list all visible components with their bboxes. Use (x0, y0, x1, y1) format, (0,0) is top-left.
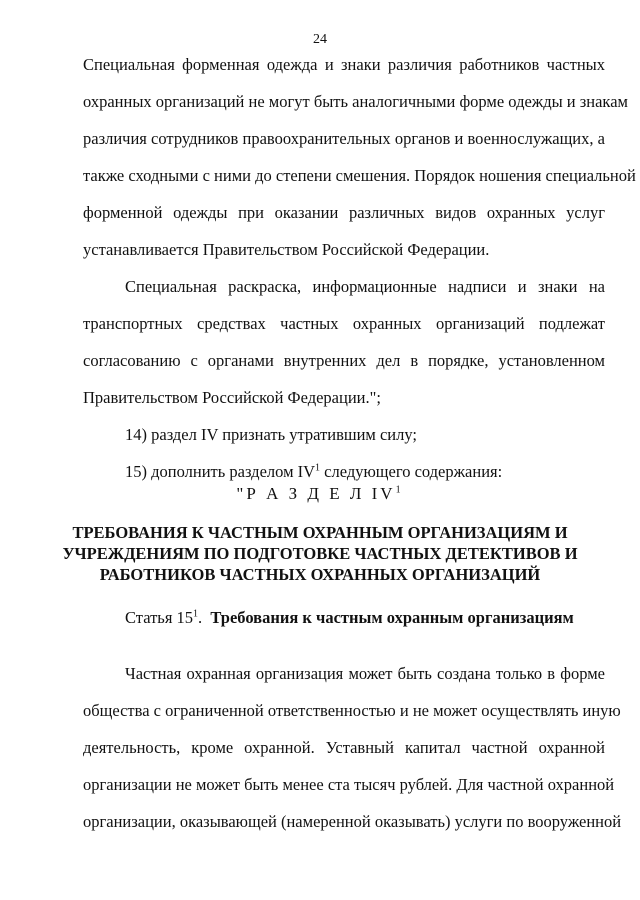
section-superscript: 1 (395, 484, 404, 496)
heading-line-3: РАБОТНИКОВ ЧАСТНЫХ ОХРАННЫХ ОРГАНИЗАЦИЙ (99, 565, 541, 584)
section-heading (60, 522, 580, 585)
para3-line-1: Частная охранная организация может быть создана только в форме (125, 664, 605, 683)
para2-line-2: транспортных средствах частных охранных организаций подлежат (83, 314, 605, 333)
para2-line-4: Правительством Российской Федерации."; (83, 388, 381, 407)
item-15-superscript: 1 (315, 462, 321, 474)
para1-line-1: Специальная форменная одежда и знаки различия работников частных (83, 55, 605, 74)
heading-line-2: УЧРЕЖДЕНИЯМ ПО ПОДГОТОВКЕ ЧАСТНЫХ ДЕТЕКТИВОВ И (62, 544, 578, 563)
article-title: Статья $15^1$. Требования к частным охранным организациям (125, 608, 574, 627)
para2-line-1: Специальная раскраска, информационные надписи и знаки на (125, 277, 605, 296)
para3-line-2: общества с ограниченной ответственностью и не может осуществлять иную (83, 701, 621, 720)
para1-line-5: форменной одежды при оказании различных видов охранных услуг (83, 203, 605, 222)
para2-line-3: согласованию с органами внутренних дел в порядке, установленном (83, 351, 605, 370)
para1-line-4: также сходными с ними до степени смешения. Порядок ношения специальной (83, 166, 636, 185)
article-superscript: 1 (193, 608, 199, 620)
heading-line-1: ТРЕБОВАНИЯ К ЧАСТНЫМ ОХРАННЫМ ОРГАНИЗАЦИЯМ И (72, 523, 568, 542)
para3-line-5: организации, оказывающей (намеренной оказывать) услуги по вооруженной (83, 812, 622, 831)
para3-line-3: деятельность, кроме охранной. Уставный капитал частной охранной (83, 738, 605, 757)
article-heading: Требования к частным охранным организациям (210, 608, 574, 627)
para3-line-4: организации не может быть менее ста тысяч рублей. Для частной охранной (83, 775, 615, 794)
para1-line-6: устанавливается Правительством Российской Федерации. (83, 240, 490, 259)
para1-line-3: различия сотрудников правоохранительных органов и военнослужащих, а (83, 129, 605, 148)
para1-line-2: охранных организаций не могут быть аналогичными форме одежды и знакам (83, 92, 628, 111)
page-number: 24 (313, 32, 327, 47)
item-15: 15) дополнить разделом $IV^1$ следующего содержания: (125, 462, 503, 481)
item-14: 14) раздел IV признать утратившим силу; (125, 425, 417, 444)
section-title: "Р А З Д Е Л $IV^1$ (236, 484, 404, 503)
